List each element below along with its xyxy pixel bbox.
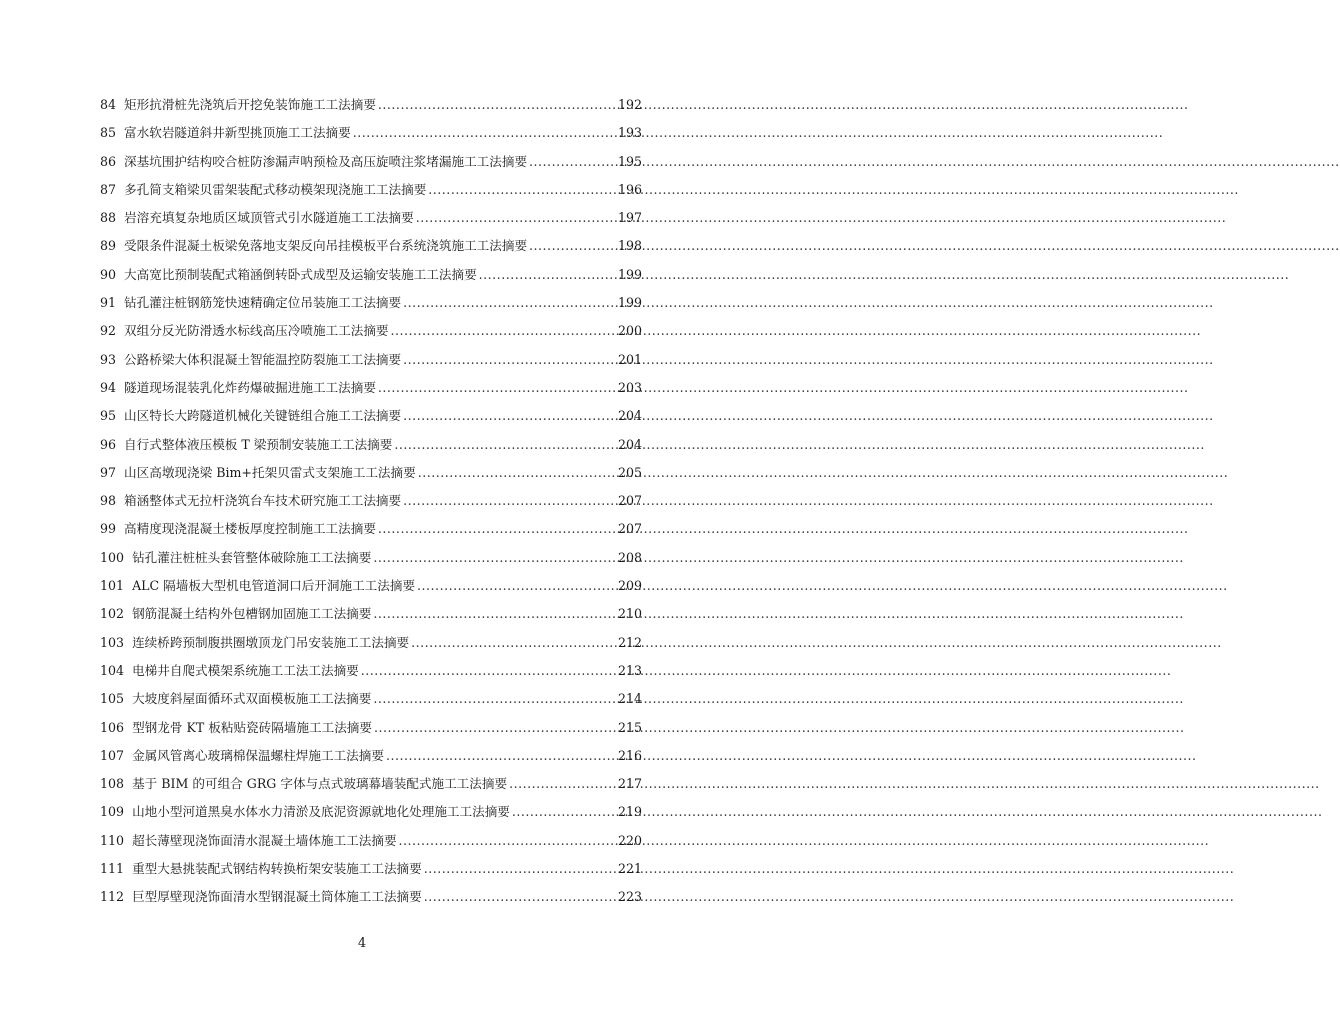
toc-entry-number: 109 <box>100 804 125 820</box>
toc-entry-title: 山地小型河道黑臭水体水力清淤及底泥资源就地化处理施工工法摘要 <box>132 804 510 820</box>
toc-entry-title: 型钢龙骨 KT 板粘贴瓷砖隔墙施工工法摘要 <box>132 719 372 735</box>
toc-entry-number: 94 <box>100 379 117 395</box>
toc-entry-page: 207 <box>617 521 642 537</box>
toc-entry-number: 90 <box>100 266 117 282</box>
toc-dot-leader <box>373 544 616 572</box>
toc-dot-leader <box>509 770 616 798</box>
toc-entry[interactable] <box>100 346 642 374</box>
toc-entry-spacer <box>124 855 132 883</box>
toc-dot-leader <box>424 855 616 883</box>
toc-dot-leader <box>386 742 616 770</box>
toc-entry-page: 212 <box>617 634 642 650</box>
toc-entry-title: 钻孔灌注桩桩头套管整体破除施工工法摘要 <box>132 549 372 565</box>
toc-entry-number: 85 <box>100 125 117 141</box>
toc-entry-page: 204 <box>617 436 642 452</box>
toc-entry-spacer <box>116 204 124 232</box>
toc-entry-number: 101 <box>100 578 125 594</box>
toc-entry-page: 205 <box>617 464 642 480</box>
toc-entry-page: 219 <box>617 804 642 820</box>
toc-dot-leader <box>428 176 616 204</box>
page-number: 4 <box>357 936 367 951</box>
toc-entry-page: 198 <box>617 238 642 254</box>
toc-dot-leader <box>403 487 616 515</box>
toc-dot-leader <box>529 232 616 260</box>
toc-entry[interactable] <box>100 855 642 883</box>
toc-entry[interactable] <box>100 714 642 742</box>
toc-entry-spacer <box>124 544 132 572</box>
toc-entry-number: 84 <box>100 97 117 112</box>
toc-entry-page: 208 <box>617 549 642 565</box>
toc-entry[interactable] <box>100 600 642 628</box>
toc-entry-number: 112 <box>100 889 125 905</box>
toc-entry-page: 197 <box>617 210 642 226</box>
toc-entry-number: 86 <box>100 153 117 169</box>
toc-entry-page: 203 <box>617 379 642 395</box>
toc-entry-spacer <box>124 572 132 600</box>
toc-entry-title: 钢筋混凝土结构外包槽钢加固施工工法摘要 <box>132 606 372 622</box>
toc-entry-page: 220 <box>617 832 642 848</box>
toc-entry-number: 108 <box>100 776 125 792</box>
toc-entry[interactable] <box>100 431 642 459</box>
toc-entry-title: 公路桥梁大体积混凝土智能温控防裂施工工法摘要 <box>124 351 402 367</box>
toc-entry-number: 88 <box>100 210 117 226</box>
toc-entry-title: 隧道现场混装乳化炸药爆破掘进施工工法摘要 <box>124 379 376 395</box>
toc-entry-page: 215 <box>617 719 642 735</box>
toc-entry-spacer <box>116 487 124 515</box>
toc-entry-title: 超长薄壁现浇饰面清水混凝土墙体施工工法摘要 <box>132 832 397 848</box>
toc-dot-leader <box>378 91 616 119</box>
toc-entry-spacer <box>116 402 124 430</box>
toc-entry-title: 山区高墩现浇梁 Bim+托架贝雷式支架施工工法摘要 <box>124 464 416 480</box>
toc-entry-spacer <box>116 289 124 317</box>
toc-entry-number: 103 <box>100 634 125 650</box>
toc-entry-spacer <box>116 91 124 119</box>
toc-dot-leader <box>424 883 616 911</box>
toc-entry-page: 209 <box>617 578 642 594</box>
toc-dot-leader <box>399 827 616 855</box>
toc-entry[interactable] <box>100 798 642 826</box>
toc-entry-page: 196 <box>617 181 642 197</box>
toc-entry-title: 岩溶充填复杂地质区域顶管式引水隧道施工工法摘要 <box>124 210 414 226</box>
toc-entry[interactable] <box>100 742 642 770</box>
toc-entry-number: 99 <box>100 521 117 537</box>
toc-entry-title: 矩形抗滑桩先浇筑后开挖免装饰施工工法摘要 <box>124 97 376 112</box>
toc-dot-leader <box>361 657 616 685</box>
toc-entry-number: 107 <box>100 747 125 763</box>
toc-entry-spacer <box>124 827 132 855</box>
toc-entry-number: 102 <box>100 606 125 622</box>
toc-entry-title: 高精度现浇混凝土楼板厚度控制施工工法摘要 <box>124 521 376 537</box>
toc-entry-number: 92 <box>100 323 117 339</box>
toc-entry-number: 100 <box>100 549 125 565</box>
toc-entry[interactable] <box>100 883 642 911</box>
toc-entry-page: 201 <box>617 351 642 367</box>
toc-entry-page: 217 <box>617 776 642 792</box>
toc-entry[interactable] <box>100 459 642 487</box>
toc-entry-page: 199 <box>617 295 642 311</box>
toc-dot-leader <box>416 204 616 232</box>
toc-dot-leader <box>373 685 616 713</box>
toc-entry-spacer <box>124 770 132 798</box>
toc-entry[interactable] <box>100 374 642 402</box>
toc-entry[interactable] <box>100 487 642 515</box>
toc-entry-title: 深基坑围护结构咬合桩防渗漏声呐预检及高压旋喷注浆堵漏施工工法摘要 <box>124 153 528 169</box>
toc-entry[interactable] <box>100 629 642 657</box>
toc-entry-title: 巨型厚壁现浇饰面清水型钢混凝土筒体施工工法摘要 <box>132 889 422 905</box>
toc-entry[interactable] <box>100 119 642 147</box>
toc-entry-spacer <box>116 459 124 487</box>
toc-entry-number: 105 <box>100 691 125 707</box>
toc-entry[interactable] <box>100 544 642 572</box>
toc-entry-spacer <box>124 629 132 657</box>
toc-entry-title: 重型大悬挑装配式钢结构转换桁架安装施工工法摘要 <box>132 861 422 877</box>
toc-entry-number: 96 <box>100 436 117 452</box>
toc-entry-page: 193 <box>617 125 642 141</box>
toc-entry-number: 95 <box>100 408 117 424</box>
toc-entry-title: 富水软岩隧道斜井新型挑顶施工工法摘要 <box>124 125 351 141</box>
toc-entry-spacer <box>124 714 132 742</box>
toc-dot-leader <box>391 317 616 345</box>
toc-entry-page: 216 <box>617 747 642 763</box>
toc-entry-number: 89 <box>100 238 117 254</box>
toc-entry-spacer <box>124 798 132 826</box>
toc-entry-title: 自行式整体液压模板 T 梁预制安装施工工法摘要 <box>124 436 393 452</box>
toc-entry-title: 基于 BIM 的可组合 GRG 字体与点式玻璃幕墙装配式施工工法摘要 <box>132 776 508 792</box>
toc-entry-page: 221 <box>617 861 642 877</box>
toc-entry-title: 双组分反光防滑透水标线高压冷喷施工工法摘要 <box>124 323 389 339</box>
toc-entry[interactable] <box>100 204 642 232</box>
toc-dot-leader <box>417 572 616 600</box>
toc-entry-number: 104 <box>100 662 125 678</box>
toc-entry[interactable] <box>100 261 642 289</box>
table-of-contents <box>100 91 642 912</box>
toc-dot-leader <box>403 402 616 430</box>
toc-entry-number: 106 <box>100 719 125 735</box>
toc-entry-title: 受限条件混凝土板梁免落地支架反向吊挂模板平台系统浇筑施工工法摘要 <box>124 238 528 254</box>
toc-entry-title: 金属风管离心玻璃棉保温螺柱焊施工工法摘要 <box>132 747 384 763</box>
toc-dot-leader <box>411 629 616 657</box>
toc-entry-spacer <box>116 346 124 374</box>
toc-entry-spacer <box>124 883 132 911</box>
toc-entry-number: 98 <box>100 493 117 509</box>
toc-entry-page: 199 <box>617 266 642 282</box>
toc-entry[interactable] <box>100 657 642 685</box>
toc-entry-spacer <box>116 176 124 204</box>
toc-entry[interactable] <box>100 770 642 798</box>
toc-entry-spacer <box>116 374 124 402</box>
toc-entry[interactable] <box>100 685 642 713</box>
toc-dot-leader <box>403 346 616 374</box>
toc-entry-title: 多孔简支箱梁贝雷架装配式移动模架现浇施工工法摘要 <box>124 181 427 197</box>
toc-entry-title: ALC 隔墙板大型机电管道洞口后开洞施工工法摘要 <box>132 578 416 594</box>
toc-entry-title: 大坡度斜屋面循环式双面模板施工工法摘要 <box>132 691 372 707</box>
toc-entry-spacer <box>116 148 124 176</box>
toc-entry-spacer <box>124 600 132 628</box>
toc-dot-leader <box>394 431 616 459</box>
toc-entry-page: 210 <box>617 606 642 622</box>
toc-entry-title: 连续桥跨预制腹拱圈墩顶龙门吊安装施工工法摘要 <box>132 634 410 650</box>
toc-entry[interactable] <box>100 827 642 855</box>
toc-entry[interactable] <box>100 91 642 119</box>
toc-dot-leader <box>512 798 616 826</box>
toc-entry-spacer <box>116 317 124 345</box>
toc-entry[interactable] <box>100 232 642 260</box>
toc-entry-title: 电梯井自爬式模架系统施工工法工法摘要 <box>132 662 359 678</box>
toc-entry-spacer <box>124 657 132 685</box>
toc-dot-leader <box>378 515 616 543</box>
toc-dot-leader <box>418 459 616 487</box>
toc-entry[interactable] <box>100 515 642 543</box>
toc-entry-number: 110 <box>100 832 125 848</box>
toc-entry-page: 214 <box>617 691 642 707</box>
toc-entry-spacer <box>116 431 124 459</box>
toc-entry-title: 山区特长大跨隧道机械化关键链组合施工工法摘要 <box>124 408 402 424</box>
toc-dot-leader <box>479 261 616 289</box>
toc-entry[interactable] <box>100 176 642 204</box>
toc-entry[interactable] <box>100 572 642 600</box>
toc-entry-spacer <box>116 119 124 147</box>
toc-entry-page: 200 <box>617 323 642 339</box>
toc-entry-number: 111 <box>100 861 125 877</box>
toc-entry-spacer <box>116 232 124 260</box>
toc-entry-page: 204 <box>617 408 642 424</box>
toc-entry-page: 195 <box>617 153 642 169</box>
toc-entry-spacer <box>116 261 124 289</box>
toc-entry-spacer <box>124 742 132 770</box>
toc-entry[interactable] <box>100 402 642 430</box>
toc-entry-spacer <box>116 515 124 543</box>
toc-dot-leader <box>353 119 616 147</box>
toc-entry-page: 207 <box>617 493 642 509</box>
toc-entry[interactable] <box>100 148 642 176</box>
toc-entry-title: 大高宽比预制装配式箱涵倒转卧式成型及运输安装施工工法摘要 <box>124 266 477 282</box>
toc-entry-title: 钻孔灌注桩钢筋笼快速精确定位吊装施工工法摘要 <box>124 295 402 311</box>
toc-entry-number: 93 <box>100 351 117 367</box>
toc-dot-leader <box>378 374 616 402</box>
toc-dot-leader <box>403 289 616 317</box>
toc-dot-leader <box>529 148 616 176</box>
toc-entry[interactable] <box>100 317 642 345</box>
toc-entry-number: 97 <box>100 464 117 480</box>
toc-entry-page: 223 <box>617 889 642 905</box>
toc-entry-page: 213 <box>617 662 642 678</box>
toc-dot-leader <box>373 600 616 628</box>
toc-entry[interactable] <box>100 289 642 317</box>
toc-entry-spacer <box>124 685 132 713</box>
toc-entry-number: 91 <box>100 295 117 311</box>
toc-entry-title: 箱涵整体式无拉杆浇筑台车技术研究施工工法摘要 <box>124 493 402 509</box>
toc-entry-number: 87 <box>100 181 117 197</box>
toc-entry-page: 192 <box>617 97 642 112</box>
toc-dot-leader <box>374 714 616 742</box>
